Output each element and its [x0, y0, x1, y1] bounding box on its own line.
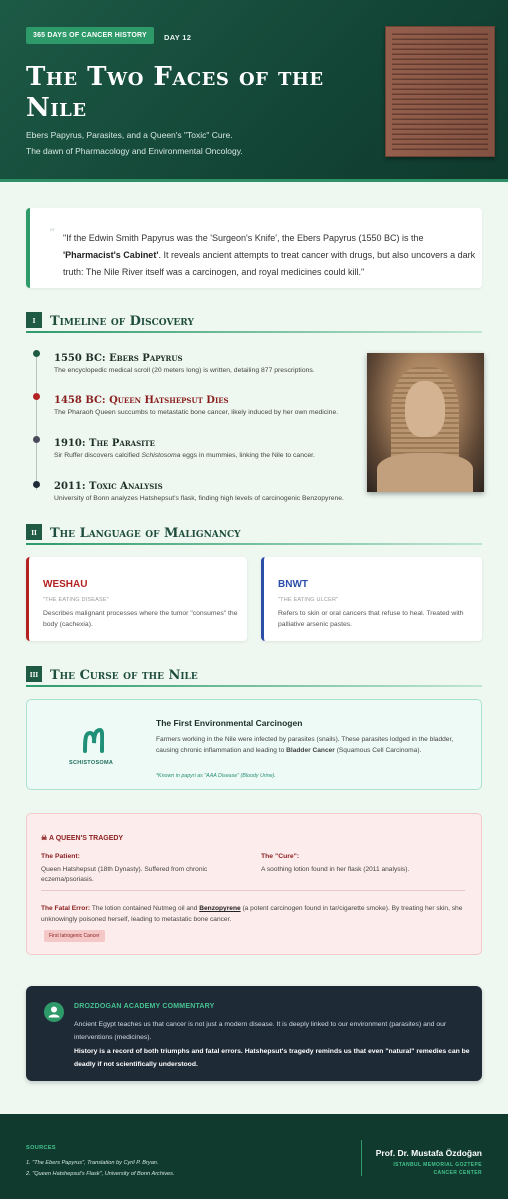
cure-text: A soothing lotion found in her flask (2011 analysis).: [261, 866, 410, 873]
section-title: The Language of Malignancy: [50, 526, 241, 541]
hatshepsut-statue-image: [367, 353, 484, 492]
timeline-track: [36, 350, 37, 490]
term-description: Refers to skin or oral cancers that refuse to heal. Treated with palliative arsenic pastes.: [278, 610, 464, 628]
timeline-event-title: 2011: Toxic Analysis: [54, 481, 163, 492]
worm-icon: [82, 727, 104, 753]
day-label: DAY 12: [164, 33, 192, 42]
skull-icon: ☠: [41, 835, 48, 842]
timeline-dot-icon: [33, 436, 40, 443]
person-icon: [44, 1002, 64, 1022]
commentary-conclusion: History is a record of both triumphs and fatal errors. Hatshepsut's tragedy reminds us that even "natural" remedies can be deadly if not scientifically understood.: [74, 1048, 470, 1068]
quote-icon: “: [49, 226, 56, 240]
cure-label: The "Cure":: [261, 853, 300, 860]
author-name: Prof. Dr. Mustafa Özdoğan: [375, 1148, 482, 1158]
institution-name: ISTANBUL MEMORIAL GOZTEPE: [393, 1162, 482, 1168]
timeline-event-title: 1550 BC: Ebers Papyrus: [54, 353, 183, 364]
carcinogen-card: [26, 699, 482, 790]
term-description: Describes malignant processes where the tumor "consumes" the body (cachexia).: [43, 610, 238, 628]
subtitle-line-2: The dawn of Pharmacology and Environmental Oncology.: [26, 146, 243, 156]
page-subtitle: [26, 127, 356, 159]
patient-label: The Patient:: [41, 853, 80, 860]
divider: [41, 890, 465, 891]
term-card-weshau: [26, 557, 247, 641]
divider: [26, 685, 482, 687]
timeline-event-desc: The encyclopedic medical scroll (20 meters long) is written, detailing 877 prescriptions.: [54, 367, 315, 374]
source-item: 2. "Queen Hatshepsut's Flask", University of Bonn Archives.: [26, 1171, 175, 1177]
section-number: III: [26, 666, 42, 682]
carcinogen-desc: Farmers working in the Nile were infected by parasites (snails). These parasites lodged in the bladder, causing chronic inflammation and leading to Bladder Cancer (Squamous Cell Carcinoma).: [156, 736, 454, 754]
page-title: The Two Faces of the Nile: [26, 62, 324, 123]
timeline-dot-icon: [33, 393, 40, 400]
timeline-dot-icon: [33, 481, 40, 488]
term-title: BNWT: [278, 579, 308, 590]
tragedy-heading: ☠ A QUEEN'S TRAGEDY: [41, 835, 124, 842]
worm-label: SCHISTOSOMA: [69, 760, 114, 766]
divider: [361, 1140, 362, 1176]
institution-subtitle: CANCER CENTER: [433, 1170, 482, 1176]
section-title: Timeline of Discovery: [50, 314, 194, 329]
carcinogen-note: *Known in papyri as "AAA Disease" (Bloody Urine).: [156, 773, 276, 779]
hero-header: [0, 0, 508, 182]
term-card-bnwt: [261, 557, 482, 641]
commentary-heading: DROZDOGAN ACADEMY COMMENTARY: [74, 1003, 215, 1010]
timeline-event-title: 1910: The Parasite: [54, 438, 155, 449]
timeline-event-title: 1458 BC: Queen Hatshepsut Dies: [54, 395, 229, 406]
quote-emphasis: 'Pharmacist's Cabinet': [63, 250, 159, 260]
section-title: The Curse of the Nile: [50, 668, 198, 683]
section-curse-header: [26, 666, 482, 686]
subtitle-line-1: Ebers Papyrus, Parasites, and a Queen's "Toxic" Cure.: [26, 130, 233, 140]
tragedy-card: [26, 813, 482, 955]
section-language-header: [26, 524, 482, 544]
sources-heading: SOURCES: [26, 1145, 56, 1151]
timeline-event-desc: University of Bonn analyzes Hatshepsut's flask, finding high levels of carcinogenic Benzopyrene.: [54, 495, 344, 502]
term-translation: "THE EATING DISEASE": [43, 597, 109, 603]
intro-quote: [26, 208, 482, 288]
divider: [26, 543, 482, 545]
section-number: II: [26, 524, 42, 540]
timeline-event-desc: The Pharaoh Queen succumbs to metastatic bone cancer, likely induced by her own medicine.: [54, 409, 339, 416]
iatrogenic-badge: First Iatrogenic Cancer: [44, 930, 105, 942]
section-number: I: [26, 312, 42, 328]
carcinogen-title: The First Environmental Carcinogen: [156, 718, 303, 728]
term-translation: "THE EATING ULCER": [278, 597, 339, 603]
fatal-error-text: The Fatal Error: The lotion contained Nutmeg oil and Benzopyrene (a potent carcinogen found in tar/cigarette smoke). By treating her skin, she unknowingly poisoned herself, leading to metastatic bone cancer.: [41, 905, 463, 923]
source-item: 1. "The Ebers Papyrus", Translation by Cyril P. Bryan.: [26, 1160, 159, 1166]
timeline-dot-icon: [33, 350, 40, 357]
divider: [26, 331, 482, 333]
sources-list: [26, 1158, 174, 1180]
footer: [0, 1114, 508, 1199]
section-timeline-header: [26, 312, 482, 332]
academy-commentary: [26, 986, 482, 1081]
commentary-text: Ancient Egypt teaches us that cancer is not just a modern disease. It is deeply linked to our environment (parasites) and our interventions (medicines).: [74, 1021, 447, 1041]
term-title: WESHAU: [43, 579, 88, 590]
patient-text: Queen Hatshepsut (18th Dynasty). Suffered from chronic eczema/psoriasis.: [41, 866, 208, 883]
series-badge: 365 DAYS OF CANCER HISTORY: [26, 27, 154, 44]
quote-text: "If the Edwin Smith Papyrus was the 'Surgeon's Knife', the Ebers Papyrus (1550 BC) is the 'Pharmacist's Cabinet'. It reveals ancient attempts to treat cancer with drugs, but also uncovers a dark truth: The Nile River itself was a carcinogen, and royal medicines could kill.": [63, 233, 476, 277]
timeline-event-desc: Sir Ruffer discovers calcified Schistosoma eggs in mummies, linking the Nile to cancer.: [54, 452, 315, 459]
papyrus-image: [385, 26, 495, 157]
